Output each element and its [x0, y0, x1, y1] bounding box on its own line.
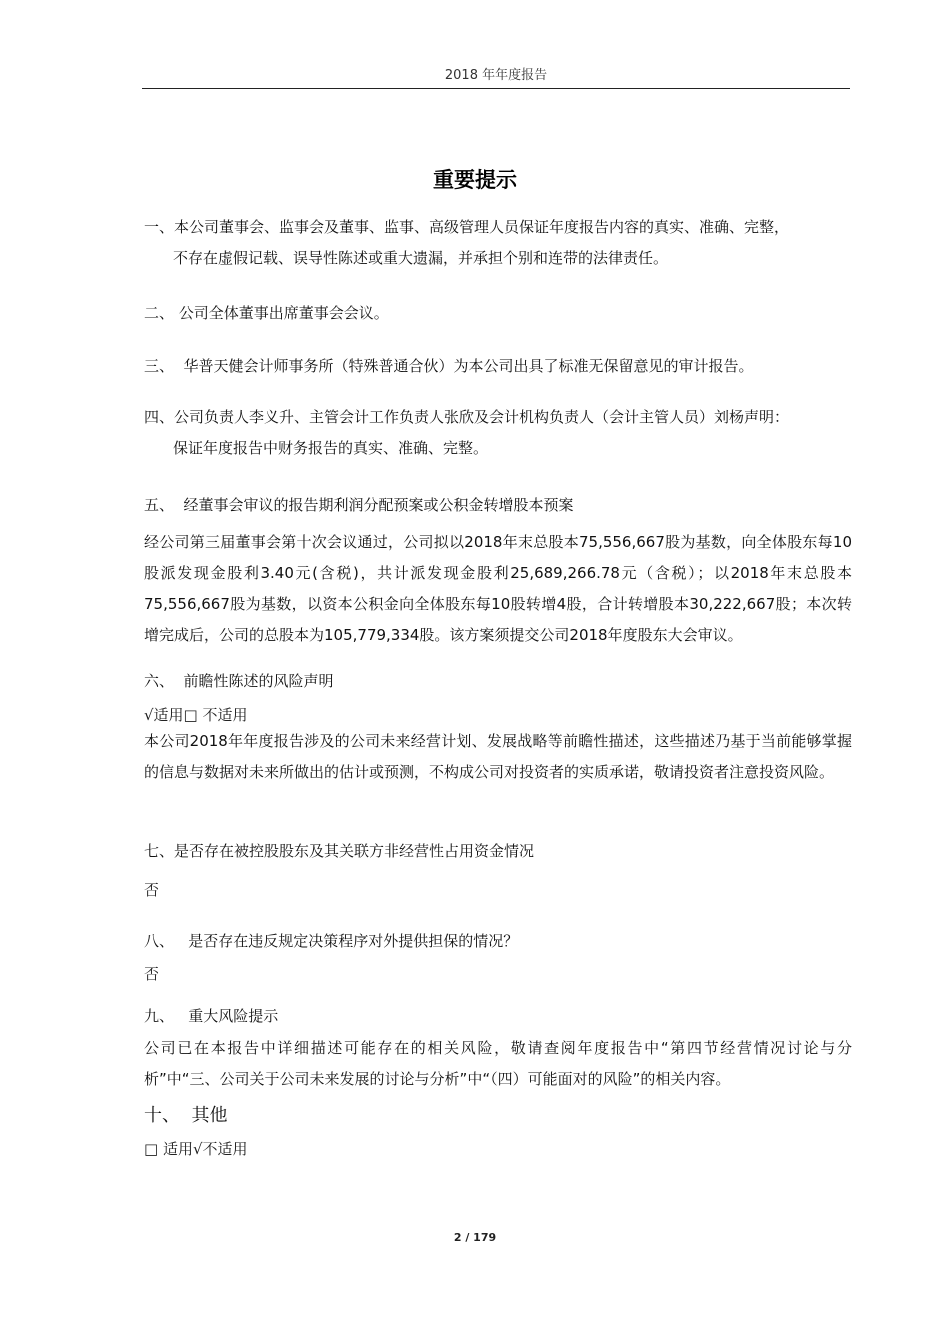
section-4 — [144, 402, 856, 464]
section-8-answer: 否 — [144, 965, 160, 983]
section-5-heading: 五、 经董事会审议的报告期利润分配预案或公积金转增股本预案 — [144, 496, 574, 514]
section-2: 二、 公司全体董事出席董事会会议。 — [144, 304, 389, 322]
section-7-heading: 七、是否存在被控股股东及其关联方非经营性占用资金情况 — [144, 842, 535, 860]
page-number: 2 / 179 — [453, 1231, 497, 1244]
section-3: 三、 华普天健会计师事务所（特殊普通合伙）为本公司出具了标准无保留意见的审计报告。 — [144, 357, 754, 375]
section-4-line-2: 保证年度报告中财务报告的真实、准确、完整。 — [173, 439, 489, 457]
section-7-answer: 否 — [144, 881, 160, 899]
section-4-line-1: 四、公司负责人李义升、主管会计工作负责人张欣及会计机构负责人（会计主管人员）刘杨声明： — [144, 408, 790, 426]
section-1-line-2: 不存在虚假记载、误导性陈述或重大遗漏，并承担个别和连带的法律责任。 — [173, 249, 669, 267]
section-9-body: 公司已在本报告中详细描述可能存在的相关风险，敬请查阅年度报告中“第四节经营情况讨论与分析”中“三、公司关于公司未来发展的讨论与分析”中“（四）可能面对的风险”的相关内容。 — [144, 1039, 852, 1088]
section-6-heading: 六、 前瞻性陈述的风险声明 — [144, 672, 334, 690]
section-5-body: 经公司第三届董事会第十次会议通过，公司拟以2018年末总股本75,556,667股为基数，向全体股东每10股派发现金股利3.40元(含税)，共计派发现金股利25,689,266.78元（含税）；以2018年末总股本75,556,667股为基数，以资本公积金向全体股东每10股转增4股，合计转增股本30,222,667股；本次转增完成后，公司的总股本为105,779,334股。该方案须提交公司2018年度股东大会审议。 — [144, 533, 852, 644]
section-1 — [144, 212, 856, 274]
section-6-option: √适用□ 不适用 — [144, 706, 248, 724]
section-6-body: 本公司2018年年度报告涉及的公司未来经营计划、发展战略等前瞻性描述，这些描述乃基于当前能够掌握的信息与数据对未来所做出的估计或预测，不构成公司对投资者的实质承诺，敬请投资者注意投资风险。 — [144, 732, 852, 781]
section-10-option: □ 适用√不适用 — [144, 1140, 248, 1158]
page-title: 重要提示 — [433, 168, 517, 192]
section-8-heading: 八、 是否存在违反规定决策程序对外提供担保的情况？ — [144, 932, 519, 950]
header-divider — [142, 88, 850, 89]
running-header: 2018 年年度报告 — [444, 68, 548, 83]
section-1-line-1: 一、本公司董事会、监事会及董事、监事、高级管理人员保证年度报告内容的真实、准确、完整， — [144, 218, 790, 236]
section-9-heading: 九、 重大风险提示 — [144, 1007, 279, 1025]
section-10-heading: 十、 其他 — [144, 1105, 228, 1126]
